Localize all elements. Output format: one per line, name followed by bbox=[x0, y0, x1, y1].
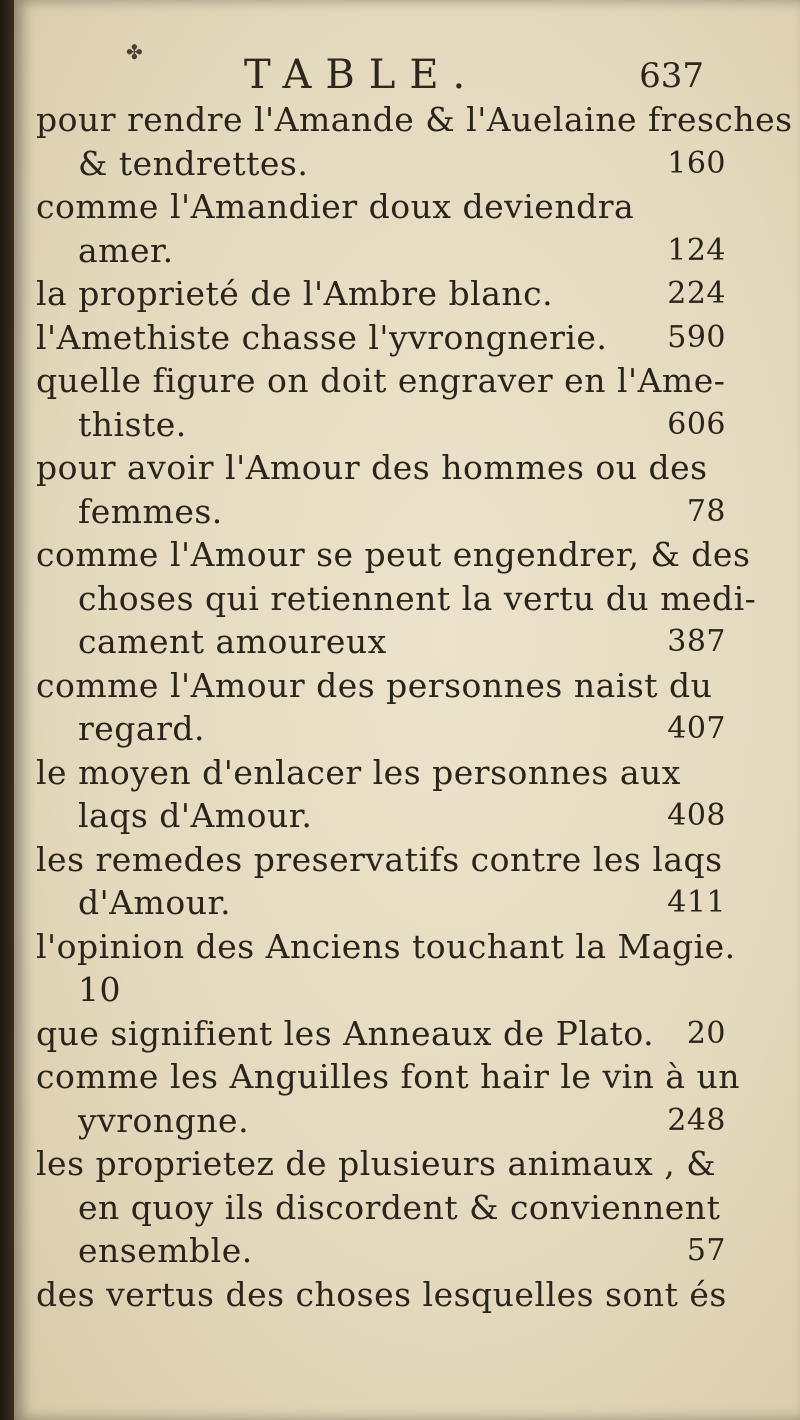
book-spine-edge bbox=[0, 0, 14, 1420]
index-entry-line bbox=[36, 707, 726, 751]
entry-text: l'opinion des Anciens touchant la Magie. bbox=[36, 926, 736, 966]
index-entry-line bbox=[36, 98, 793, 142]
entry-page-number: 248 bbox=[667, 1102, 726, 1138]
index-entry-line bbox=[36, 1273, 726, 1317]
entry-text: quelle figure on doit engraver en l'Ame- bbox=[36, 361, 726, 400]
entry-text: comme les Anguilles font hair le vin à un bbox=[36, 1057, 741, 1096]
index-entry-line bbox=[36, 533, 751, 577]
index-entry-line bbox=[36, 403, 726, 447]
index-entry-line bbox=[36, 1142, 726, 1186]
entry-page-number: 78 bbox=[686, 493, 726, 529]
index-entry-line bbox=[36, 925, 736, 969]
index-entry-line bbox=[36, 359, 726, 403]
entry-text: femmes. bbox=[78, 491, 223, 531]
index-entry-line bbox=[36, 968, 726, 1012]
entry-text: & tendrettes. bbox=[78, 143, 309, 183]
index-entry-line bbox=[36, 1186, 726, 1230]
index-entry-line bbox=[36, 620, 726, 664]
entry-text: comme l'Amour des personnes naist du bbox=[36, 665, 713, 705]
index-entry-line bbox=[36, 751, 726, 795]
entry-text: pour rendre l'Amande & l'Auelaine fresches bbox=[36, 100, 793, 139]
entry-text: que signifient les Anneaux de Plato. bbox=[36, 1013, 655, 1053]
entry-text: choses qui retiennent la vertu du medi- bbox=[78, 578, 757, 618]
entry-page-number: 411 bbox=[667, 885, 726, 920]
index-entry-line bbox=[36, 316, 726, 360]
entry-page-number: 160 bbox=[667, 145, 726, 181]
entry-text: cament amoureux bbox=[78, 622, 387, 661]
index-entry-line bbox=[36, 664, 726, 708]
entry-text: en quoy ils discordent & conviennent bbox=[78, 1187, 721, 1227]
index-entry-line bbox=[36, 446, 726, 490]
index-entry-line bbox=[36, 229, 726, 273]
entry-page-number: 590 bbox=[667, 319, 726, 355]
index-entry-line bbox=[36, 577, 757, 621]
index-entry-line bbox=[36, 490, 726, 534]
entry-text: thiste. bbox=[78, 404, 187, 444]
index-entry-line bbox=[36, 838, 726, 882]
entry-page-number: 606 bbox=[667, 406, 726, 442]
entry-page-number: 408 bbox=[667, 798, 726, 833]
entry-text: laqs d'Amour. bbox=[78, 796, 313, 835]
index-entry-line bbox=[36, 142, 726, 186]
entry-page-number: 20 bbox=[686, 1015, 726, 1051]
index-entry-line bbox=[36, 1012, 726, 1056]
index-entry-line bbox=[36, 1229, 726, 1273]
index-entry-line bbox=[36, 185, 726, 229]
entry-text: pour avoir l'Amour des hommes ou des bbox=[36, 448, 708, 487]
entry-text: amer. bbox=[78, 230, 174, 270]
page-number: 637 bbox=[639, 56, 704, 96]
entry-page-number: 224 bbox=[667, 276, 726, 311]
index-entry-line bbox=[36, 794, 726, 838]
entry-page-number: 57 bbox=[686, 1233, 726, 1268]
entry-text: les proprietez de plusieurs animaux , & bbox=[36, 1144, 717, 1183]
entry-text: la proprieté de l'Ambre blanc. bbox=[36, 274, 554, 313]
entry-text: les remedes preservatifs contre les laqs bbox=[36, 839, 723, 879]
entry-page-number: 407 bbox=[667, 711, 726, 746]
entry-text: le moyen d'enlacer les personnes aux bbox=[36, 752, 681, 792]
entry-text: ensemble. bbox=[78, 1231, 253, 1270]
book-page bbox=[14, 0, 800, 1420]
entry-text: regard. bbox=[78, 709, 205, 748]
entry-text: comme l'Amandier doux deviendra bbox=[36, 187, 635, 226]
index-entry-line bbox=[36, 881, 726, 925]
entry-text: 10 bbox=[78, 970, 121, 1009]
page-title: TABLE. bbox=[244, 52, 480, 98]
entry-text: l'Amethiste chasse l'yvrongnerie. bbox=[36, 317, 608, 357]
entry-text: comme l'Amour se peut engendrer, & des bbox=[36, 535, 751, 574]
entry-page-number: 124 bbox=[667, 232, 726, 268]
entry-text: yvrongne. bbox=[78, 1100, 250, 1140]
entry-page-number: 387 bbox=[667, 624, 726, 659]
index-entries bbox=[36, 98, 793, 1316]
index-entry-line bbox=[36, 272, 726, 316]
index-entry-line bbox=[36, 1055, 741, 1099]
index-entry-line bbox=[36, 1099, 726, 1143]
entry-text: d'Amour. bbox=[78, 883, 232, 922]
entry-text: des vertus des choses lesquelles sont és bbox=[36, 1274, 727, 1314]
ornament-mark-icon: ✤ bbox=[126, 40, 143, 64]
